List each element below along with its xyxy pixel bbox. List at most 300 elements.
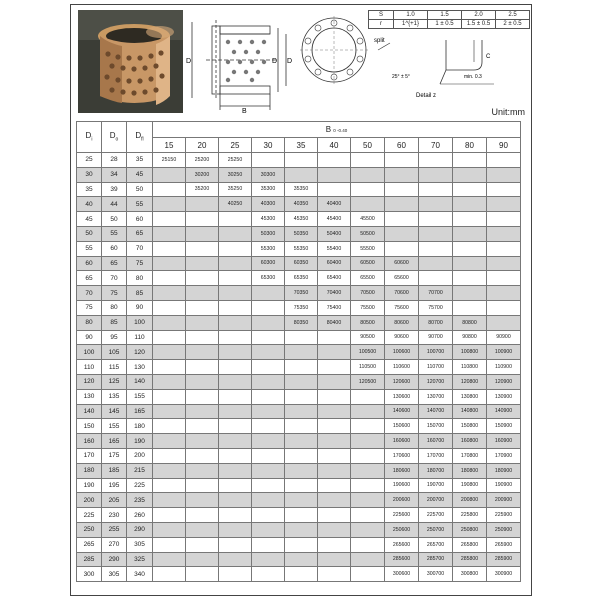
part-number-cell: 285600 (385, 552, 419, 567)
part-number-cell: 70700 (419, 286, 453, 301)
part-number-cell (385, 197, 419, 212)
r-row (369, 20, 530, 29)
part-number-cell: 285700 (419, 552, 453, 567)
b-value-header: 70 (419, 138, 453, 153)
table-row (77, 300, 521, 315)
part-number-cell: 90900 (487, 330, 521, 345)
part-number-cell (351, 478, 385, 493)
label-c: C (486, 54, 491, 60)
part-number-cell: 30200 (186, 167, 219, 182)
part-number-cell (453, 286, 487, 301)
cell-do: 44 (102, 197, 127, 212)
part-number-cell (252, 330, 285, 345)
part-number-cell (351, 419, 385, 434)
part-number-cell (285, 360, 318, 375)
part-number-cell (252, 463, 285, 478)
part-number-cell (219, 478, 252, 493)
cell-df: 200 (127, 448, 153, 463)
table-row (77, 271, 521, 286)
cell-do: 75 (102, 286, 127, 301)
table-row (77, 567, 521, 582)
part-number-cell (453, 167, 487, 182)
part-number-cell (385, 167, 419, 182)
part-number-cell: 35200 (186, 182, 219, 197)
header-di: $D_i$ (77, 122, 102, 153)
cell-di: 25 (77, 153, 102, 168)
part-number-cell (186, 552, 219, 567)
part-number-cell (186, 508, 219, 523)
part-number-cell (186, 522, 219, 537)
part-number-cell (153, 167, 186, 182)
part-number-cell (351, 448, 385, 463)
part-number-cell (219, 256, 252, 271)
cell-di: 35 (77, 182, 102, 197)
cell-di: 75 (77, 300, 102, 315)
cell-do: 55 (102, 226, 127, 241)
part-number-cell (252, 537, 285, 552)
part-number-cell (453, 241, 487, 256)
part-number-cell: 80400 (318, 315, 351, 330)
part-number-cell: 225600 (385, 508, 419, 523)
part-number-cell: 170800 (453, 448, 487, 463)
part-number-cell (219, 508, 252, 523)
part-number-cell: 50500 (351, 226, 385, 241)
cell-do: 195 (102, 478, 127, 493)
part-number-cell: 140800 (453, 404, 487, 419)
part-number-cell (153, 463, 186, 478)
part-number-cell (487, 212, 521, 227)
table-row (77, 478, 521, 493)
part-number-cell: 65500 (351, 271, 385, 286)
part-number-cell (318, 419, 351, 434)
part-number-cell: 265700 (419, 537, 453, 552)
cell-di: 110 (77, 360, 102, 375)
part-number-cell: 35300 (252, 182, 285, 197)
cell-df: 155 (127, 389, 153, 404)
r-value: 1.5 ± 0.5 (462, 20, 496, 29)
part-number-cell (318, 552, 351, 567)
cell-do: 50 (102, 212, 127, 227)
part-number-cell: 110700 (419, 360, 453, 375)
part-number-cell: 120500 (351, 374, 385, 389)
part-number-cell (252, 522, 285, 537)
cell-di: 200 (77, 493, 102, 508)
cell-df: 100 (127, 315, 153, 330)
part-number-cell (285, 330, 318, 345)
part-number-cell (453, 256, 487, 271)
part-number-cell: 225800 (453, 508, 487, 523)
part-number-cell: 120900 (487, 374, 521, 389)
part-number-cell (252, 300, 285, 315)
cell-do: 290 (102, 552, 127, 567)
part-number-cell (487, 256, 521, 271)
s-value: 1.5 (428, 11, 462, 20)
dimension-table (76, 121, 521, 582)
part-number-cell (186, 434, 219, 449)
part-number-cell (186, 300, 219, 315)
part-number-cell (219, 567, 252, 582)
part-number-cell (153, 419, 186, 434)
part-number-cell (419, 226, 453, 241)
part-number-cell (219, 448, 252, 463)
cell-df: 165 (127, 404, 153, 419)
part-number-cell: 30250 (219, 167, 252, 182)
part-number-cell (318, 389, 351, 404)
part-number-cell: 265600 (385, 537, 419, 552)
part-number-cell (219, 345, 252, 360)
cell-di: 140 (77, 404, 102, 419)
cell-do: 39 (102, 182, 127, 197)
part-number-cell (186, 286, 219, 301)
part-number-cell: 70600 (385, 286, 419, 301)
part-number-cell: 80500 (351, 315, 385, 330)
part-number-cell: 110600 (385, 360, 419, 375)
part-number-cell (186, 404, 219, 419)
table-row (77, 226, 521, 241)
cell-di: 285 (77, 552, 102, 567)
part-number-cell (285, 508, 318, 523)
cell-di: 55 (77, 241, 102, 256)
table-row (77, 153, 521, 168)
part-number-cell (219, 419, 252, 434)
part-number-cell: 75600 (385, 300, 419, 315)
part-number-cell: 190900 (487, 478, 521, 493)
part-number-cell (351, 434, 385, 449)
cell-do: 65 (102, 256, 127, 271)
part-number-cell (153, 404, 186, 419)
table-row (77, 522, 521, 537)
part-number-cell (453, 212, 487, 227)
part-number-cell: 180700 (419, 463, 453, 478)
part-number-cell: 40400 (318, 197, 351, 212)
part-number-cell (153, 389, 186, 404)
part-number-cell (186, 360, 219, 375)
part-number-cell (186, 226, 219, 241)
part-number-cell (285, 419, 318, 434)
part-number-cell: 190700 (419, 478, 453, 493)
part-number-cell: 250600 (385, 522, 419, 537)
table-row (77, 508, 521, 523)
label-b: B (242, 108, 247, 114)
part-number-cell (487, 197, 521, 212)
part-number-cell (252, 508, 285, 523)
cell-di: 60 (77, 256, 102, 271)
part-number-cell: 160800 (453, 434, 487, 449)
part-number-cell: 100500 (351, 345, 385, 360)
cell-di: 80 (77, 315, 102, 330)
part-number-cell (318, 493, 351, 508)
part-number-cell: 110500 (351, 360, 385, 375)
part-number-cell (219, 330, 252, 345)
part-number-cell (453, 300, 487, 315)
part-number-cell (419, 271, 453, 286)
part-number-cell (453, 182, 487, 197)
part-number-cell (487, 271, 521, 286)
part-number-cell (351, 552, 385, 567)
part-number-cell: 80700 (419, 315, 453, 330)
s-r-parameter-table (368, 10, 530, 29)
part-number-cell (153, 286, 186, 301)
part-number-cell (219, 493, 252, 508)
part-number-cell (219, 315, 252, 330)
part-number-cell (385, 226, 419, 241)
part-number-cell (219, 434, 252, 449)
part-number-cell: 35250 (219, 182, 252, 197)
part-number-cell: 100600 (385, 345, 419, 360)
part-number-cell (318, 182, 351, 197)
part-number-cell: 65350 (285, 271, 318, 286)
cell-do: 185 (102, 463, 127, 478)
cell-di: 45 (77, 212, 102, 227)
part-number-cell: 60600 (385, 256, 419, 271)
cell-di: 250 (77, 522, 102, 537)
part-number-cell: 150600 (385, 419, 419, 434)
part-number-cell (318, 167, 351, 182)
cell-do: 175 (102, 448, 127, 463)
bushing-photo-image (78, 10, 183, 113)
s-value: 1.0 (394, 11, 428, 20)
part-number-cell (318, 478, 351, 493)
part-number-cell: 75500 (351, 300, 385, 315)
part-number-cell (487, 167, 521, 182)
cell-di: 70 (77, 286, 102, 301)
part-number-cell: 65400 (318, 271, 351, 286)
part-number-cell: 265900 (487, 537, 521, 552)
part-number-cell: 75350 (285, 300, 318, 315)
part-number-cell (351, 508, 385, 523)
unit-label: Unit:mm (491, 107, 525, 117)
part-number-cell: 170900 (487, 448, 521, 463)
part-number-cell (252, 419, 285, 434)
table-row (77, 256, 521, 271)
part-number-cell (153, 330, 186, 345)
part-number-cell (219, 300, 252, 315)
part-number-cell (219, 212, 252, 227)
part-number-cell: 150700 (419, 419, 453, 434)
cell-di: 265 (77, 537, 102, 552)
part-number-cell: 65300 (252, 271, 285, 286)
part-number-cell (153, 434, 186, 449)
part-number-cell (419, 182, 453, 197)
cell-df: 65 (127, 226, 153, 241)
part-number-cell (487, 226, 521, 241)
part-number-cell (351, 153, 385, 168)
part-number-cell (318, 567, 351, 582)
part-number-cell (153, 256, 186, 271)
part-number-cell (252, 315, 285, 330)
cell-do: 165 (102, 434, 127, 449)
cell-do: 34 (102, 167, 127, 182)
b-value-header: 40 (318, 138, 351, 153)
cell-df: 180 (127, 419, 153, 434)
part-number-cell: 120800 (453, 374, 487, 389)
cell-do: 95 (102, 330, 127, 345)
part-number-cell: 180800 (453, 463, 487, 478)
part-number-cell: 285800 (453, 552, 487, 567)
part-number-cell: 130600 (385, 389, 419, 404)
detail-z-drawing (374, 34, 504, 100)
table-row (77, 493, 521, 508)
part-number-cell (285, 567, 318, 582)
part-number-cell: 60300 (252, 256, 285, 271)
part-number-cell (351, 389, 385, 404)
part-number-cell: 130700 (419, 389, 453, 404)
part-number-cell (285, 153, 318, 168)
b-value-header: 80 (453, 138, 487, 153)
part-number-cell (186, 197, 219, 212)
part-number-cell: 80800 (453, 315, 487, 330)
b-value-header: 35 (285, 138, 318, 153)
cell-df: 55 (127, 197, 153, 212)
part-number-cell (219, 360, 252, 375)
cell-df: 225 (127, 478, 153, 493)
part-number-cell (153, 315, 186, 330)
b-value-header: 50 (351, 138, 385, 153)
part-number-cell: 65600 (385, 271, 419, 286)
part-number-cell (153, 360, 186, 375)
cell-df: 340 (127, 567, 153, 582)
part-number-cell (153, 197, 186, 212)
part-number-cell (252, 552, 285, 567)
part-number-cell: 70350 (285, 286, 318, 301)
part-number-cell: 90800 (453, 330, 487, 345)
part-number-cell (153, 508, 186, 523)
table-row (77, 374, 521, 389)
cell-di: 225 (77, 508, 102, 523)
part-number-cell: 80600 (385, 315, 419, 330)
header-b: B 0 -0.40 (153, 122, 521, 138)
label-min: min. 0.3 (464, 74, 482, 80)
part-number-cell (453, 271, 487, 286)
part-number-cell: 170700 (419, 448, 453, 463)
part-number-cell (351, 567, 385, 582)
part-number-cell: 60500 (351, 256, 385, 271)
part-number-cell (252, 374, 285, 389)
part-number-cell (153, 537, 186, 552)
part-number-cell: 250800 (453, 522, 487, 537)
part-number-cell (285, 448, 318, 463)
cell-df: 325 (127, 552, 153, 567)
part-number-cell (351, 522, 385, 537)
part-number-cell (153, 300, 186, 315)
part-number-cell (252, 389, 285, 404)
part-number-cell: 140700 (419, 404, 453, 419)
part-number-cell: 30300 (252, 167, 285, 182)
part-number-cell: 170600 (385, 448, 419, 463)
cell-do: 70 (102, 271, 127, 286)
cell-di: 40 (77, 197, 102, 212)
part-number-cell (186, 537, 219, 552)
part-number-cell (153, 182, 186, 197)
part-number-cell: 35350 (285, 182, 318, 197)
part-number-cell (153, 567, 186, 582)
part-number-cell (153, 271, 186, 286)
b-value-header: 25 (219, 138, 252, 153)
part-number-cell: 75700 (419, 300, 453, 315)
part-number-cell (318, 508, 351, 523)
part-number-cell (153, 522, 186, 537)
part-number-cell (186, 389, 219, 404)
b-value-header: 60 (385, 138, 419, 153)
table-row (77, 182, 521, 197)
part-number-cell: 45350 (285, 212, 318, 227)
cell-do: 28 (102, 153, 127, 168)
cell-di: 130 (77, 389, 102, 404)
part-number-cell (153, 493, 186, 508)
cell-df: 75 (127, 256, 153, 271)
part-number-cell: 25250 (219, 153, 252, 168)
part-number-cell (487, 315, 521, 330)
part-number-cell (252, 286, 285, 301)
label-detail: Detail z (416, 93, 437, 99)
part-number-cell (318, 434, 351, 449)
cell-di: 150 (77, 419, 102, 434)
r-value: 1^{+1} (394, 20, 428, 29)
part-number-cell (385, 153, 419, 168)
part-number-cell: 200800 (453, 493, 487, 508)
b-value-header: 90 (487, 138, 521, 153)
cell-do: 155 (102, 419, 127, 434)
cell-di: 65 (77, 271, 102, 286)
cell-di: 50 (77, 226, 102, 241)
part-number-cell: 60350 (285, 256, 318, 271)
part-number-cell: 100800 (453, 345, 487, 360)
table-row (77, 167, 521, 182)
part-number-cell (318, 537, 351, 552)
part-number-cell: 180600 (385, 463, 419, 478)
part-number-cell (252, 493, 285, 508)
cell-df: 35 (127, 153, 153, 168)
s-row (369, 11, 530, 20)
table-row (77, 197, 521, 212)
part-number-cell: 55500 (351, 241, 385, 256)
part-number-cell: 120600 (385, 374, 419, 389)
part-number-cell (153, 374, 186, 389)
part-number-cell: 90700 (419, 330, 453, 345)
part-number-cell: 70400 (318, 286, 351, 301)
cell-di: 180 (77, 463, 102, 478)
product-photo (78, 10, 183, 113)
b-value-header: 20 (186, 138, 219, 153)
part-number-cell (186, 448, 219, 463)
part-number-cell (419, 212, 453, 227)
cell-do: 80 (102, 300, 127, 315)
part-number-cell (153, 448, 186, 463)
part-number-cell: 60400 (318, 256, 351, 271)
part-number-cell: 140600 (385, 404, 419, 419)
part-number-cell: 300900 (487, 567, 521, 582)
part-number-cell (285, 478, 318, 493)
s-value: 2.0 (462, 11, 496, 20)
part-number-cell: 55350 (285, 241, 318, 256)
part-number-cell (186, 567, 219, 582)
r-value: 1 ± 0.5 (428, 20, 462, 29)
table-row (77, 330, 521, 345)
cell-do: 255 (102, 522, 127, 537)
b-value-header: 15 (153, 138, 186, 153)
part-number-cell: 110900 (487, 360, 521, 375)
part-number-cell (318, 522, 351, 537)
part-number-cell (153, 241, 186, 256)
part-number-cell: 285900 (487, 552, 521, 567)
part-number-cell (385, 241, 419, 256)
part-number-cell: 80350 (285, 315, 318, 330)
table-row (77, 345, 521, 360)
part-number-cell: 130900 (487, 389, 521, 404)
part-number-cell (285, 374, 318, 389)
part-number-cell: 190800 (453, 478, 487, 493)
cell-df: 215 (127, 463, 153, 478)
